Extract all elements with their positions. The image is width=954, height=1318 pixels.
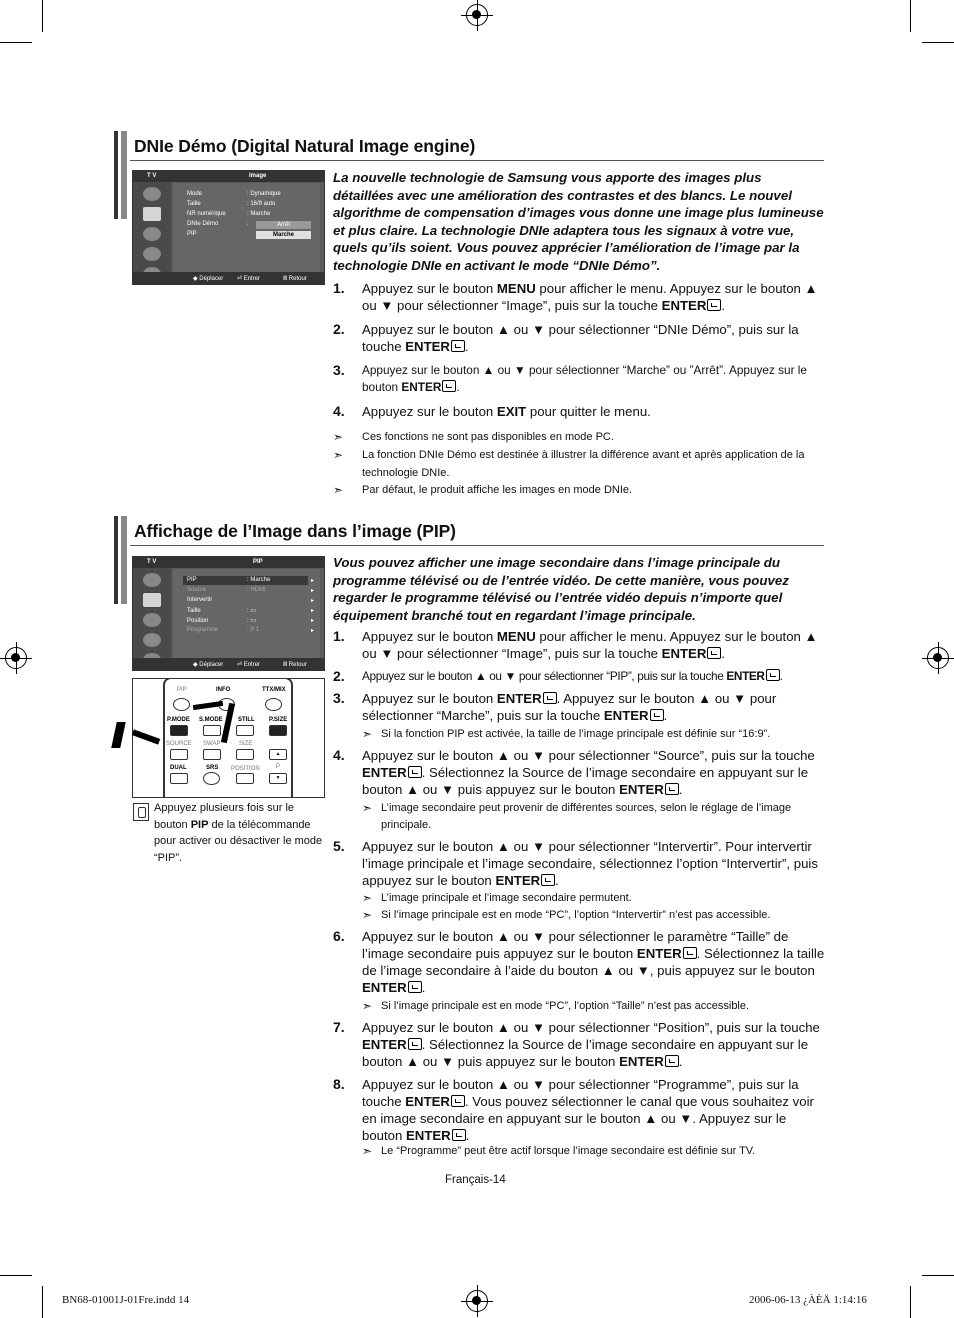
step: 3. Appuyez sur le bouton ▲ ou ▼ pour sélectionner “Marche” ou ”Arrêt”. Appuyez sur le bouton ENTER . — [333, 362, 807, 394]
step: 4. Appuyez sur le bouton EXIT pour quitter le menu. — [333, 403, 651, 419]
enter-icon — [451, 340, 465, 352]
p-mode-button — [170, 725, 188, 736]
step: 2. Appuyez sur le bouton ▲ ou ▼ pour sélectionner “PIP”, puis sur la touche ENTER . — [333, 668, 783, 684]
step: 4. Appuyez sur le bouton ▲ ou ▼ pour sélectionner “Source”, puis sur la touche ENTER . Sélectionnez la Source de l’image secondaire en appuyant sur le bouton ▲ ou ▼ puis appuyez sur le bouton ENTER . — [333, 747, 815, 797]
sub-note: ➣ L’image principale et l’image secondaire permutent. — [362, 891, 632, 905]
menu-row: Intervertir — [187, 597, 213, 603]
down-button: ▼ — [269, 773, 287, 784]
sub-note: ➣ Si la fonction PIP est activée, la taille de l’image principale est définie sur “16:9”. — [362, 727, 771, 741]
source-button — [170, 749, 188, 760]
remote-label: SRS — [206, 765, 219, 771]
option-on: Marche — [256, 231, 311, 239]
remote-label: P.SIZE — [269, 717, 288, 723]
enter-icon — [543, 692, 557, 704]
step: 2. Appuyez sur le bouton ▲ ou ▼ pour sélectionner “DNIe Démo”, puis sur la touche ENTER . — [333, 321, 799, 354]
crop-mark — [42, 1286, 43, 1318]
pip-button — [173, 698, 190, 711]
tv-label: T V — [147, 173, 157, 179]
chevron-right-icon: ▸ — [310, 598, 314, 604]
step: 8. Appuyez sur le bouton ▲ ou ▼ pour sélectionner “Programme”, puis sur la touche ENTER . Vous pouvez sélectionner le canal que vous souhaitez voir en image secondaire en appuyant sur le bouton ▲ ou ▼. Appuyez sur le bouton ENTER . — [333, 1076, 814, 1143]
menu-row: PIP : Marche — [187, 577, 271, 583]
remote-label: DUAL — [170, 765, 187, 771]
slug-timestamp: 2006-06-13 ¿ÀÈÄ 1:14:16 — [749, 1294, 867, 1306]
sub-note: ➣ Si l’image principale est en mode “PC”, l’option “Taille” n’est pas accessible. — [362, 999, 750, 1013]
note: ➣ La fonction DNIe Démo est destinée à illustrer la différence avant et après application de la technologie DNIe. — [333, 448, 805, 479]
menu-row: Taille : 16/9 auto — [187, 201, 276, 207]
registration-mark-icon — [466, 1290, 488, 1312]
footer-enter: ⏎ Entrer — [237, 276, 261, 282]
enter-icon — [452, 1129, 466, 1141]
tv-menu-pip — [132, 556, 325, 671]
crop-mark — [910, 0, 911, 32]
remote-label: PIP — [177, 687, 187, 693]
picture-icon — [143, 207, 161, 221]
enter-icon — [707, 299, 721, 311]
ttx-mix-button — [265, 698, 282, 711]
remote-label: TTX/MIX — [262, 687, 286, 693]
still-button — [236, 725, 254, 736]
registration-mark-icon — [927, 647, 949, 669]
enter-icon — [408, 1038, 422, 1050]
enter-icon — [541, 874, 555, 886]
menu-title: Image — [249, 173, 267, 179]
registration-mark-icon — [5, 647, 27, 669]
dual-button — [170, 773, 188, 784]
chevron-right-icon: ▸ — [310, 618, 314, 624]
remote-label: S.MODE — [199, 717, 223, 723]
footer-return: Ⅲ Retour — [283, 662, 307, 668]
footer-move: ◆ Déplacer — [193, 276, 224, 282]
section-title: DNIe Démo (Digital Natural Image engine) — [134, 136, 476, 156]
enter-icon — [665, 783, 679, 795]
enter-icon — [451, 1095, 465, 1107]
channel-icon — [143, 247, 161, 261]
crop-mark — [922, 1275, 954, 1276]
remote-label: P.MODE — [167, 717, 190, 723]
remote-label: INFO — [216, 687, 231, 693]
menu-row: Source : HDMI — [187, 587, 266, 593]
footer-enter: ⏎ Entrer — [237, 662, 261, 668]
tv-label: T V — [147, 559, 157, 565]
swap-button — [203, 749, 221, 760]
position-button — [236, 773, 254, 784]
enter-icon — [766, 669, 780, 681]
menu-row: Programme : P 1 — [187, 627, 260, 633]
menu-row: Position : ▭ — [187, 618, 257, 624]
note: ➣ Ces fonctions ne sont pas disponibles en mode PC. — [333, 430, 614, 444]
registration-mark-icon — [466, 4, 488, 26]
input-icon — [143, 187, 161, 201]
remote-label: STILL — [238, 717, 255, 723]
menu-row: Taille : ▭ — [187, 608, 257, 614]
chevron-right-icon: ▸ — [310, 588, 314, 594]
srs-button — [203, 772, 220, 785]
crop-mark — [922, 42, 954, 43]
intro-dnie: La nouvelle technologie de Samsung vous apporte des images plus détaillées avec une amélioration des contrastes et des blancs. Le nouvel algorithme de compensation d’images vous donne une image plus lumineuse et plus claire. La technologie DNIe adaptera tous les signaux à votre vue, quels qu’ils soient. Vous pouvez apprécier l’amélioration de l’image par la technologie DNIe en activant le mode “DNIe Démo”. — [333, 170, 824, 273]
sub-note: ➣ Le “Programme” peut être actif lorsque l’image secondaire est définie sur TV. — [362, 1144, 756, 1158]
picture-icon — [143, 593, 161, 607]
remote-label: SIZE — [239, 741, 253, 747]
crop-mark — [0, 1275, 32, 1276]
menu-row: PIP — [187, 231, 197, 237]
menu-row: NR numérique : Marche — [187, 211, 271, 217]
input-icon — [143, 573, 161, 587]
up-button: ▲ — [269, 749, 287, 760]
pointer-arrow-icon — [111, 722, 126, 748]
step: 1. Appuyez sur le bouton MENU pour afficher le menu. Appuyez sur le bouton ▲ ou ▼ pour sélectionner “Image”, puis sur la touche ENTER . — [333, 628, 818, 661]
footer-return: Ⅲ Retour — [283, 276, 307, 282]
p-size-button — [269, 725, 287, 736]
intro-pip: Vous pouvez afficher une image secondaire dans l’image principale du programme télévisé ou de l’entrée vidéo. De cette manière, vous pouvez regarder le programme télévisé ou l’entrée vidéo depuis n’importe quel équipement branché tout en regardant l’image principale. — [333, 555, 789, 623]
sound-icon — [143, 227, 161, 241]
remote-label: SWAP — [203, 741, 221, 747]
step: 1. Appuyez sur le bouton MENU pour afficher le menu. Appuyez sur le bouton ▲ ou ▼ pour sélectionner “Image”, puis sur la touche ENTER . — [333, 280, 818, 313]
sound-icon — [143, 613, 161, 627]
crop-mark — [0, 42, 32, 43]
slug-filename: BN68-01001J-01Fre.indd 14 — [62, 1294, 190, 1306]
enter-icon — [408, 766, 422, 778]
step: 7. Appuyez sur le bouton ▲ ou ▼ pour sélectionner “Position”, puis sur la touche ENTER . Sélectionnez la Source de l’image secondaire en appuyant sur le bouton ▲ ou ▼ puis appuyez sur le bouton ENTER . — [333, 1019, 820, 1069]
page-number: Français-14 — [445, 1174, 506, 1186]
step: 6. Appuyez sur le bouton ▲ ou ▼ pour sélectionner le paramètre “Taille” de l’image secondaire puis appuyez sur le bouton ENTER . Sélectionnez la taille de l’image secondaire à l’aide du bouton ▲ ou ▼, puis appuyez sur le bouton ENTER . — [333, 928, 825, 995]
footer-move: ◆ Déplacer — [193, 662, 224, 668]
enter-icon — [707, 647, 721, 659]
note: ➣ Par défaut, le produit affiche les images en mode DNIe. — [333, 483, 633, 497]
sub-note: ➣ L’image secondaire peut provenir de différentes sources, selon le réglage de l’image principale. — [362, 801, 792, 831]
channel-icon — [143, 633, 161, 647]
enter-icon — [683, 947, 697, 959]
enter-icon — [408, 981, 422, 993]
s-mode-button — [203, 725, 221, 736]
menu-title: PIP — [253, 559, 263, 565]
remote-label: P — [276, 764, 281, 770]
step: 3. Appuyez sur le bouton ENTER . Appuyez sur le bouton ▲ ou ▼ pour sélectionner “Marche”, puis sur la touche ENTER . — [333, 690, 777, 723]
crop-mark — [42, 0, 43, 32]
enter-icon — [442, 380, 456, 392]
enter-icon — [650, 709, 664, 721]
option-off: Arrêt — [256, 221, 311, 229]
crop-mark — [910, 1286, 911, 1318]
chevron-right-icon: ▸ — [310, 578, 314, 584]
menu-row: DNIe Démo : — [187, 221, 249, 227]
step: 5. Appuyez sur le bouton ▲ ou ▼ pour sélectionner “Intervertir”. Pour intervertir l’image principale et l’image secondaire, sélectionnez l’option “Intervertir”, puis appuyez sur le bouton ENTER . — [333, 838, 818, 888]
remote-label: POSITION — [231, 766, 260, 772]
remote-control-illustration — [132, 678, 325, 798]
pip-remote-tip: Appuyez plusieurs fois sur le bouton PIP de la télécommande pour activer ou désactiver le mode “PIP”. — [154, 802, 323, 864]
remote-icon — [133, 803, 149, 821]
enter-icon — [665, 1055, 679, 1067]
remote-label: SOURCE — [166, 741, 192, 747]
menu-row: Mode : Dynamique — [187, 191, 281, 197]
sub-note: ➣ Si l’image principale est en mode “PC”, l’option “Intervertir” n’est pas accessible. — [362, 908, 771, 922]
chevron-right-icon: ▸ — [310, 608, 314, 614]
size-button — [236, 749, 254, 760]
tv-menu-image — [132, 170, 325, 285]
chevron-right-icon: ▸ — [310, 628, 314, 634]
section-title: Affichage de l’Image dans l’image (PIP) — [134, 521, 456, 541]
